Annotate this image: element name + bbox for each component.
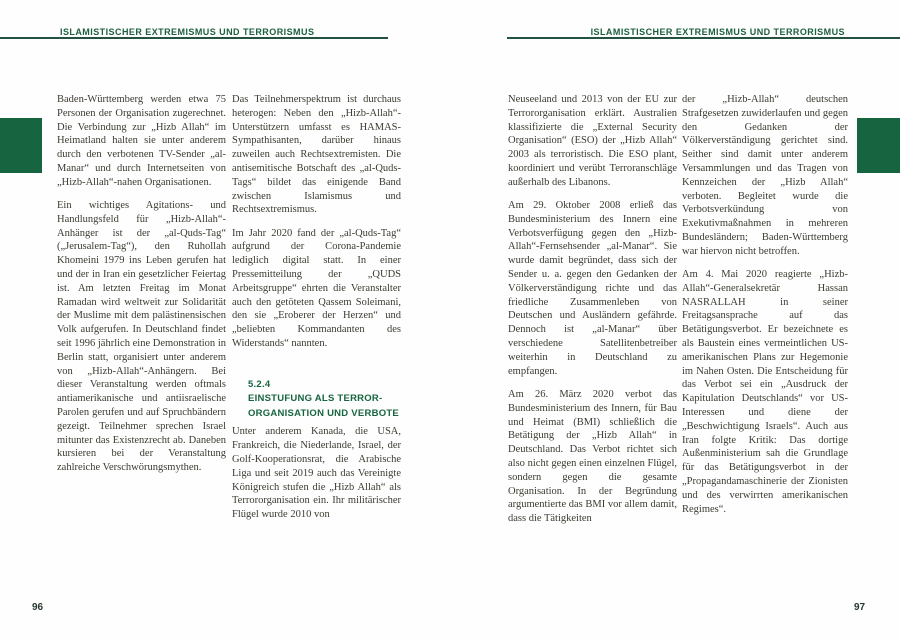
chapter-tab-right: [857, 118, 900, 173]
page-number-left: 96: [32, 602, 44, 613]
text-column-3: [508, 93, 677, 526]
header-rule-right: [507, 37, 900, 39]
text-column-1: [57, 93, 226, 475]
section-title-line: ORGANISATION UND VERBOTE: [248, 407, 399, 419]
section-title-line: EINSTUFUNG ALS TERROR-: [248, 393, 383, 405]
body-paragraph: Ein wichtiges Agitations- und Handlungsfeld für „Hizb-Allah“-Anhänger ist der „al-Quds-Tag“ („Jerusalem-Tag“), den Ruhollah Khomeini 1979 ins Leben gerufen hat und der in Iran ein gesetzlicher Feiertag ist. Am letzten Freitag im Monat Ramadan wird weltweit zur Solidarität der Muslime mit dem palästinensischen Volk aufgerufen. In Deutschland findet seit 1996 jährlich eine Demonstration in Berlin statt, organisiert unter anderem von „Hizb-Allah“-Anhängern. Bei dieser Veranstaltung werden oftmals antiamerikanische und antiisraelische Parolen gerufen und auf Spruchbändern gezeigt. Teilnehmer sprechen Israel mitunter das Existenzrecht ab. Daneben kursieren bei der Veranstaltung zahlreiche Verschwörungsmythen.: [57, 200, 226, 474]
text-column-4: [682, 93, 848, 516]
header-rule-left: [0, 37, 388, 39]
body-paragraph: Das Teilnehmerspektrum ist durchaus heterogen: Neben den „Hizb-Allah“-Unterstützern umfasst es HAMAS-Sympathisanten, darüber hinaus zuweilen auch Rechtsextremisten. Die antisemitische Botschaft des „al-Quds-Tags“ bildet das einigende Band zwischen Islamismus und Rechtsextremismus.: [232, 94, 401, 216]
running-head-right: ISLAMISTISCHER EXTREMISMUS UND TERRORISMUS: [590, 27, 845, 37]
body-paragraph: Am 26. März 2020 verbot das Bundesministerium des Innern, für Bau und Heimat (BMI) schließlich die Betätigung der „Hizb Allah“ in Deutschland. Das Verbot richtet sich also nicht gegen einen einzelnen Flügel, sondern gegen die gesamte Organisation. In der Begründung argumentierte das BMI vor allem damit, dass die Tätigkeiten: [508, 388, 677, 525]
chapter-tab-left: [0, 118, 42, 173]
body-paragraph: Am 29. Oktober 2008 erließ das Bundesministerium des Innern eine Verbotsverfügung gegen den „Hizb-Allah“-Fernsehsender „al-Manar“. Sie wurde damit begründet, dass sich der Sender u. a. gegen den Gedanken der Völkerverständigung richte und das friedliche Zusammenleben von Deutschen und Ausländern gefährde. Dennoch ist „al-Manar“ über verschiedene Satellitenbetreiber weiterhin in Deutschland zu empfangen.: [508, 200, 677, 377]
page-number-right: 97: [854, 602, 866, 613]
running-head-left: ISLAMISTISCHER EXTREMISMUS UND TERRORISMUS: [60, 27, 315, 37]
body-paragraph: Neuseeland und 2013 von der EU zur Terrororganisation erklärt. Australien klassifizierte die „External Security Organisation“ (ESO) der „Hizb Allah“ 2003 als terroristisch. Die ESO plant, koordiniert und verübt Terroranschläge außerhalb des Libanons.: [508, 94, 677, 188]
body-paragraph: der „Hizb-Allah“ deutschen Strafgesetzen zuwiderlaufen und gegen den Gedanken der Völkerverständigung gerichtet sind. Seither sind damit unter anderem Versammlungen und das Tragen von Kennzeichen der „Hizb Allah“ verboten. Begleitet wurde die Verbotsverkündung von Exekutivmaßnahmen in mehreren Bundesländern; Baden-Württemberg war hiervon nicht betroffen.: [682, 94, 848, 257]
section-number: 5.2.4: [248, 378, 271, 390]
body-paragraph: Unter anderem Kanada, die USA, Frankreich, die Niederlande, Israel, der Golf-Kooperationsrat, die Arabische Liga und seit 2019 auch das Vereinigte Königreich stufen die „Hizb Allah“ als Terrororganisation ein. Ihr militärischer Flügel wurde 2010 von: [232, 426, 401, 521]
section-heading: [248, 378, 401, 422]
body-paragraph: Im Jahr 2020 fand der „al-Quds-Tag“ aufgrund der Corona-Pandemie lediglich digital statt. In einer Pressemitteilung der „QUDS Arbeitsgruppe“ ehrten die Veranstalter auch den getöteten Qassem Soleimani, den sie „Eroberer der Herzen“ und „beliebten Kommandanten des Widerstands“ nannten.: [232, 227, 401, 350]
body-paragraph: Am 4. Mai 2020 reagierte „Hizb-Allah“-Generalsekretär Hassan NASRALLAH in seiner Freitagsansprache auf das Betätigungsverbot. Er bezeichnete es als Baustein eines vermeintlichen US-amerikanischen Plans zur Hegemonie im Nahen Osten. Die Entscheidung für das Verbot sei ein „Ausdruck der Kapitulation Deutschlands“ vor US-Interessen und diene der „Beschwichtigung Israels“. Auch aus Iran folgte Kritik: Das dortige Außenministerium sah die Grundlage für das Betätigungsverbot in der „Propagandamaschinerie der Zionisten und des verwirrten amerikanischen Regimes“.: [682, 269, 848, 515]
text-column-2: [232, 93, 401, 522]
body-paragraph: Baden-Württemberg werden etwa 75 Personen der Organisation zugerechnet. Die Verbindung zur „Hizb Allah“ im Heimatland halten sie unter anderem durch den verbotenen TV-Sender „al-Manar“ und durch Internetseiten von „Hizb-Allah“-nahen Organisationen.: [57, 94, 226, 188]
